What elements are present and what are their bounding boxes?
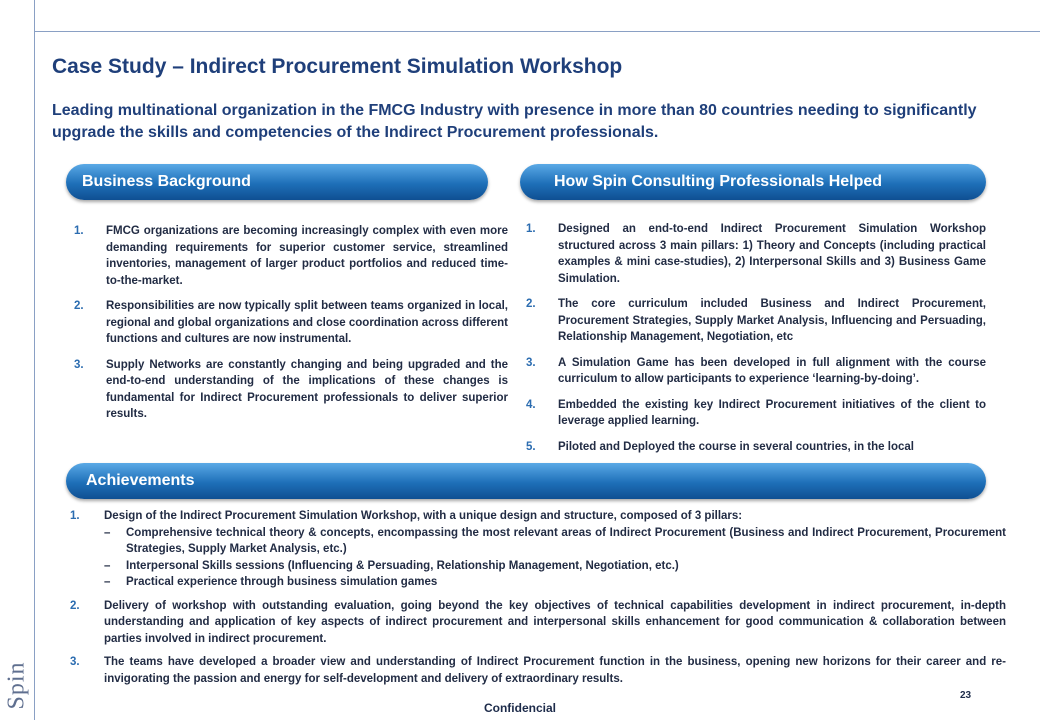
item-text: A Simulation Game has been developed in full alignment with the course curriculum to allow participants to experience ‘learning-by-doing’.	[558, 356, 986, 385]
sub-item-text: Comprehensive technical theory & concepts, encompassing the most relevant areas of Indirect Procurement (Business and Indirect Procurement, Procurement Strategies, Supply Market Analysis, etc.)	[126, 526, 1006, 555]
sub-list-item	[104, 558, 1006, 575]
list-item	[70, 598, 1006, 648]
list-item	[526, 439, 986, 456]
item-number: 2.	[526, 298, 536, 310]
item-text: Delivery of workshop with outstanding evaluation, going beyond the key objectives of technical capabilities development in indirect procurement, in-depth understanding and application of key aspects of indirect procurement and interpersonal skills enhancement for good communication & collaboration between parties involved in indirect procurement.	[104, 599, 1006, 645]
page-subtitle: Leading multinational organization in the FMCG Industry with presence in more than 80 countries needing to significantly upgrade the skills and competencies of the Indirect Procurement professionals.	[52, 102, 977, 141]
list-item	[70, 654, 1006, 687]
item-number: 3.	[526, 356, 536, 369]
sub-item-text: Practical experience through business simulation games	[126, 576, 438, 588]
item-text: FMCG organizations are becoming increasingly complex with even more demanding requirements for superior customer service, streamlined inventories, management of larger product portfolios and reduced time-to-the-market.	[106, 225, 508, 287]
list-item	[70, 508, 1006, 591]
list-item	[526, 397, 986, 430]
item-number: 3.	[70, 656, 80, 668]
item-text: Designed an end-to-end Indirect Procurement Simulation Workshop structured across 3 main pillars: 1) Theory and Concepts (including practical examples & mini case-studies), 2) Interpersonal Skills and 3) Business Game Simulation.	[558, 223, 986, 285]
item-text: Embedded the existing key Indirect Procurement initiatives of the client to leverage applied learning.	[558, 398, 986, 427]
item-number: 5.	[526, 440, 536, 453]
item-number: 2.	[70, 599, 80, 612]
list-item	[526, 221, 986, 287]
item-number: 4.	[526, 398, 536, 411]
item-text: Piloted and Deployed the course in several countries, in the local	[558, 440, 914, 453]
item-text: Supply Networks are constantly changing and being upgraded and the end-to-end understanding of the implications of these changes is fundamental for Indirect Procurement professionals to deliver superior results.	[106, 358, 508, 420]
item-number: 3.	[74, 358, 84, 371]
item-number: 2.	[74, 300, 84, 312]
list-item	[526, 296, 986, 346]
logo-text: Spin	[3, 660, 30, 710]
dash-bullet: –	[104, 559, 111, 572]
achievements-header	[66, 463, 986, 499]
sub-list-item	[104, 525, 1006, 558]
how-helped-heading: How Spin Consulting Professionals Helped	[554, 173, 883, 190]
business-background-heading: Business Background	[82, 173, 251, 190]
list-item	[526, 355, 986, 388]
confidential-label: Confidencial	[483, 701, 556, 715]
item-text: Responsibilities are now typically split between teams organized in local, regional and global organizations and close coordination across different functions and cultures are now instrumental.	[106, 300, 508, 345]
achievements-sublist	[104, 525, 1006, 591]
item-number: 1.	[70, 510, 80, 522]
sub-item-text: Interpersonal Skills sessions (Influencing & Persuading, Relationship Management, Negotiation, etc.)	[126, 559, 679, 572]
item-number: 1.	[74, 225, 84, 237]
achievements-list	[70, 508, 1006, 694]
item-text: The core curriculum included Business and Indirect Procurement, Procurement Strategies, Supply Market Analysis, Influencing and Persuading, Relationship Management, Negotiation, etc	[558, 298, 986, 343]
dash-bullet: –	[104, 526, 111, 539]
dash-bullet: –	[104, 576, 111, 588]
item-text: Design of the Indirect Procurement Simulation Workshop, with a unique design and structure, composed of 3 pillars:	[104, 510, 743, 522]
how-helped-list	[526, 221, 986, 458]
item-number: 1.	[526, 223, 536, 235]
item-text: The teams have developed a broader view and understanding of Indirect Procurement function in the business, opening new horizons for their career and re-invigorating the passion and energy for self-development and delivery of extraordinary results.	[104, 656, 1006, 685]
page-title: Case Study – Indirect Procurement Simulation Workshop	[52, 55, 623, 78]
page-number: 23	[960, 690, 972, 701]
sub-list-item	[104, 574, 1006, 591]
achievements-heading: Achievements	[86, 472, 195, 489]
